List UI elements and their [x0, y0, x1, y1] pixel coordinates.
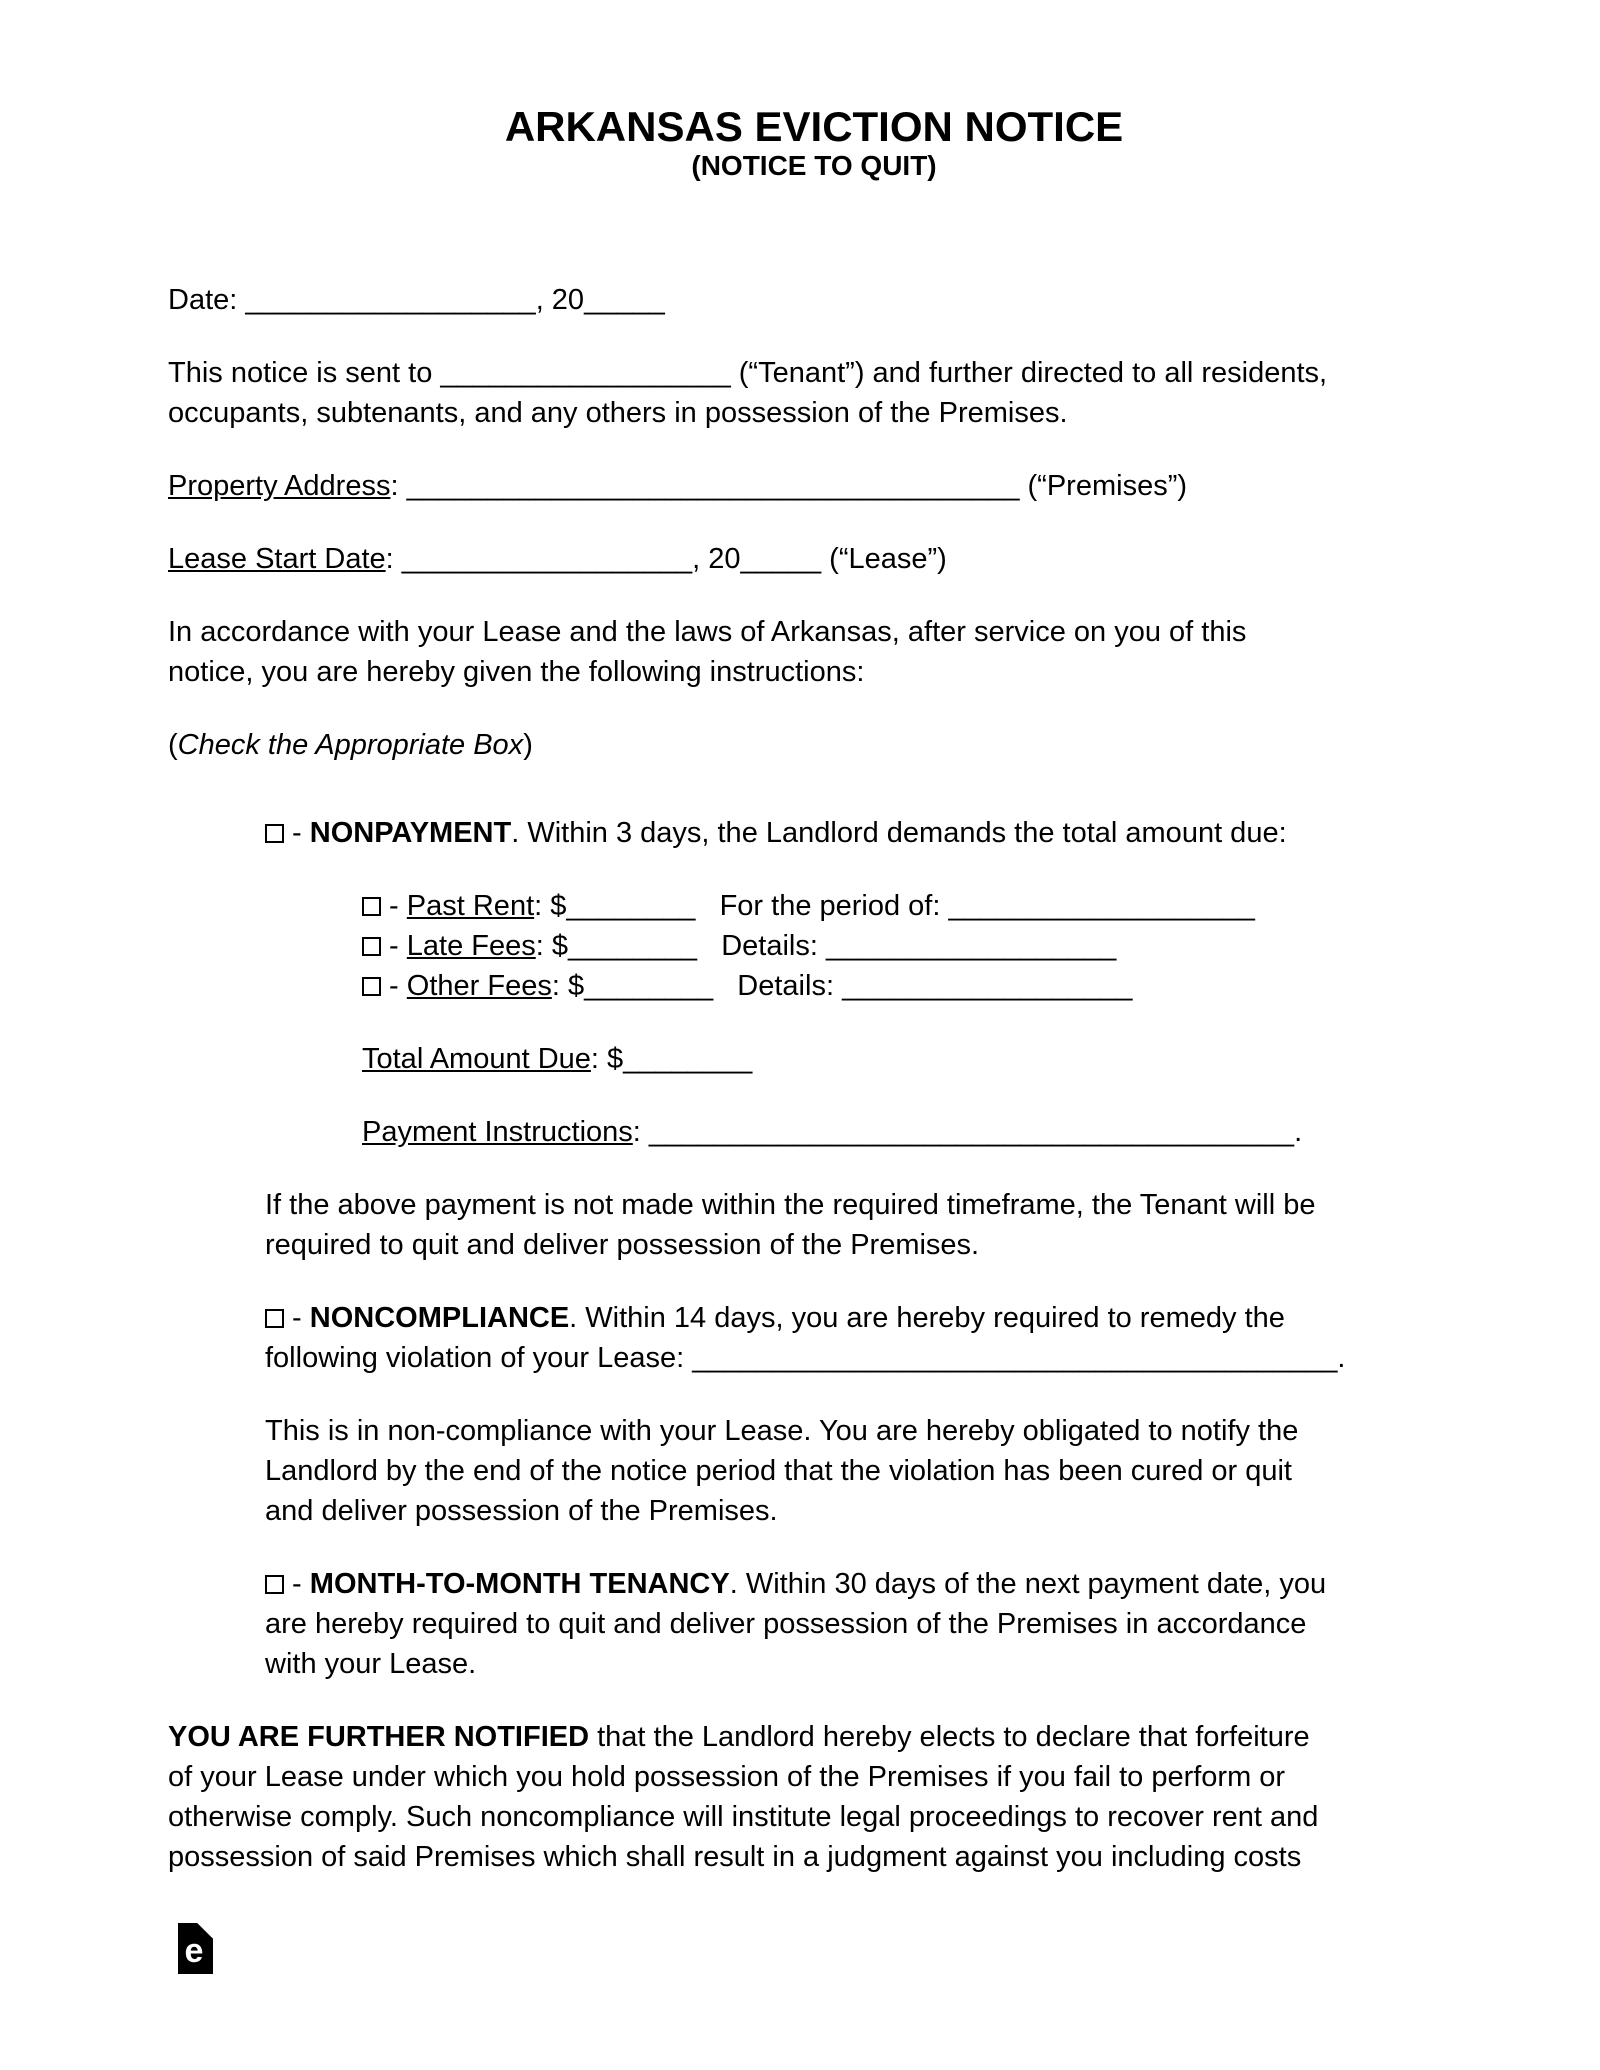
- check-note-open-paren: (: [168, 729, 178, 761]
- other-fees-details-blank: __________________: [842, 970, 1133, 1002]
- tab-space: [713, 970, 737, 1002]
- violation-blank: ________________________________________: [692, 1342, 1338, 1374]
- payment-period: .: [1294, 1116, 1303, 1148]
- tab-space: [697, 930, 721, 962]
- dash: -: [381, 890, 407, 922]
- intro-paragraph: [168, 353, 1460, 433]
- noncompliance-line-2: [265, 1338, 1460, 1378]
- tab-space: [695, 890, 719, 922]
- noncompliance-checkbox[interactable]: [265, 1309, 284, 1328]
- noncompliance-paragraph: [265, 1411, 1460, 1531]
- nonpayment-label: NONPAYMENT: [309, 817, 512, 849]
- month-to-month-text: . Within 30 days of the next payment date, you: [729, 1568, 1327, 1600]
- document-subtitle: (NOTICE TO QUIT): [691, 150, 937, 181]
- dash: -: [284, 1302, 310, 1334]
- noncompliance-para-line-1: This is in non-compliance with your Lease. You are hereby obligated to notify the: [265, 1415, 1299, 1447]
- further-notified-line-1: [168, 1717, 1460, 1757]
- late-fees-sep: : $: [535, 930, 569, 962]
- total-amount-label: Total Amount Due: [362, 1043, 591, 1075]
- lease-sep: :: [385, 543, 402, 575]
- noncompliance-line-1: [265, 1298, 1460, 1338]
- further-notified-line-2: of your Lease under which you hold possession of the Premises if you fail to perform or: [168, 1761, 1286, 1793]
- further-notified-line-4: possession of said Premises which shall result in a judgment against you including costs: [168, 1841, 1302, 1873]
- fees-group: [362, 886, 1460, 1006]
- date-label: Date:: [168, 284, 246, 316]
- late-fees-amount-blank: ________: [568, 930, 698, 962]
- noncompliance-section: [265, 1298, 1460, 1378]
- check-note-close-paren: ): [523, 729, 533, 761]
- other-fees-checkbox[interactable]: [362, 977, 381, 996]
- lease-date-blank: __________________: [401, 543, 693, 575]
- further-notified-label: YOU ARE FURTHER NOTIFIED: [168, 1721, 590, 1753]
- payment-warning-paragraph: [265, 1185, 1460, 1265]
- late-fees-checkbox[interactable]: [362, 937, 381, 956]
- intro-text: This notice is sent to: [168, 357, 441, 389]
- property-address-line: [168, 466, 1460, 506]
- past-rent-amount-blank: ________: [566, 890, 696, 922]
- further-notified-text: that the Landlord hereby elects to declare that forfeiture: [589, 1721, 1310, 1753]
- check-note: [168, 725, 1460, 765]
- noncompliance-para-line-3: and deliver possession of the Premises.: [265, 1495, 778, 1527]
- past-rent-label: Past Rent: [406, 890, 535, 922]
- noncompliance-text: . Within 14 days, you are hereby required to remedy the: [569, 1302, 1285, 1334]
- period-of-blank: ___________________: [948, 890, 1255, 922]
- document-title: ARKANSAS EVICTION NOTICE: [504, 103, 1124, 150]
- past-rent-line: [362, 886, 1460, 926]
- late-fees-line: [362, 926, 1460, 966]
- accordance-line-1: In accordance with your Lease and the laws of Arkansas, after service on you of this: [168, 616, 1247, 648]
- intro-text-post: (“Tenant”) and further directed to all residents,: [730, 357, 1328, 389]
- lease-year-blank: _____: [740, 543, 822, 575]
- payment-warning-line-2: required to quit and deliver possession of the Premises.: [265, 1229, 980, 1261]
- period-of-label: For the period of:: [719, 890, 949, 922]
- intro-line-2: occupants, subtenants, and any others in possession of the Premises.: [168, 397, 1068, 429]
- month-to-month-section: [265, 1564, 1460, 1684]
- total-sep: : $: [590, 1043, 624, 1075]
- tenant-name-blank: __________________: [440, 357, 731, 389]
- property-address-blank: ______________________________________: [406, 470, 1020, 502]
- nonpayment-line: [265, 813, 1460, 853]
- lease-start-label: Lease Start Date: [168, 543, 386, 575]
- dash: -: [284, 817, 310, 849]
- month-to-month-label: MONTH-TO-MONTH TENANCY: [309, 1568, 730, 1600]
- payment-instructions-line: [362, 1112, 1460, 1152]
- payment-warning-line-1: If the above payment is not made within the required timeframe, the Tenant will be: [265, 1189, 1316, 1221]
- further-notified-paragraph: [168, 1717, 1460, 1877]
- payment-instructions-blank: ________________________________________: [648, 1116, 1295, 1148]
- date-blank: __________________: [245, 284, 536, 316]
- month-to-month-line-1: [265, 1564, 1460, 1604]
- past-rent-sep: : $: [534, 890, 567, 922]
- eforms-logo: [178, 1923, 213, 1974]
- dash: -: [284, 1568, 310, 1600]
- late-fees-details-blank: __________________: [825, 930, 1117, 962]
- lease-suffix: (“Lease”): [821, 543, 947, 575]
- other-fees-sep: : $: [551, 970, 585, 1002]
- other-fees-line: [362, 966, 1460, 1006]
- violation-label: following violation of your Lease:: [265, 1342, 693, 1374]
- other-fees-label: Other Fees: [406, 970, 552, 1002]
- lease-start-line: [168, 539, 1460, 579]
- property-address-label: Property Address: [168, 470, 391, 502]
- property-suffix: (“Premises”): [1019, 470, 1188, 502]
- intro-line-1: [168, 353, 1460, 393]
- total-amount-line: [362, 1039, 1460, 1079]
- total-amount-blank: ________: [623, 1043, 753, 1075]
- late-fees-details-label: Details:: [721, 930, 826, 962]
- logo-letter: e: [184, 1932, 204, 1970]
- dash: -: [381, 970, 407, 1002]
- violation-period: .: [1337, 1342, 1346, 1374]
- other-fees-details-label: Details:: [737, 970, 843, 1002]
- check-note-text: Check the Appropriate Box: [177, 729, 524, 761]
- lease-mid: , 20: [692, 543, 741, 575]
- month-to-month-line-2: are hereby required to quit and deliver possession of the Premises in accordance: [265, 1608, 1307, 1640]
- nonpayment-checkbox[interactable]: [265, 824, 284, 843]
- month-to-month-line-3: with your Lease.: [265, 1648, 477, 1680]
- date-line: [168, 280, 1460, 320]
- accordance-paragraph: [168, 612, 1460, 692]
- nonpayment-text: . Within 3 days, the Landlord demands the total amount due:: [511, 817, 1287, 849]
- accordance-line-2: notice, you are hereby given the following instructions:: [168, 656, 865, 688]
- further-notified-line-3: otherwise comply. Such noncompliance will institute legal proceedings to recover rent and: [168, 1801, 1319, 1833]
- past-rent-checkbox[interactable]: [362, 897, 381, 916]
- date-mid: , 20: [535, 284, 585, 316]
- nonpayment-section: [265, 813, 1460, 853]
- month-to-month-checkbox[interactable]: [265, 1575, 284, 1594]
- noncompliance-label: NONCOMPLIANCE: [309, 1302, 570, 1334]
- noncompliance-para-line-2: Landlord by the end of the notice period that the violation has been cured or quit: [265, 1455, 1292, 1487]
- dash: -: [381, 930, 407, 962]
- other-fees-amount-blank: ________: [584, 970, 714, 1002]
- payment-instructions-label: Payment Instructions: [362, 1116, 633, 1148]
- late-fees-label: Late Fees: [406, 930, 536, 962]
- date-year-blank: _____: [584, 284, 665, 316]
- property-sep: :: [390, 470, 407, 502]
- document-fold-icon: [178, 1923, 213, 1974]
- payment-sep: :: [632, 1116, 649, 1148]
